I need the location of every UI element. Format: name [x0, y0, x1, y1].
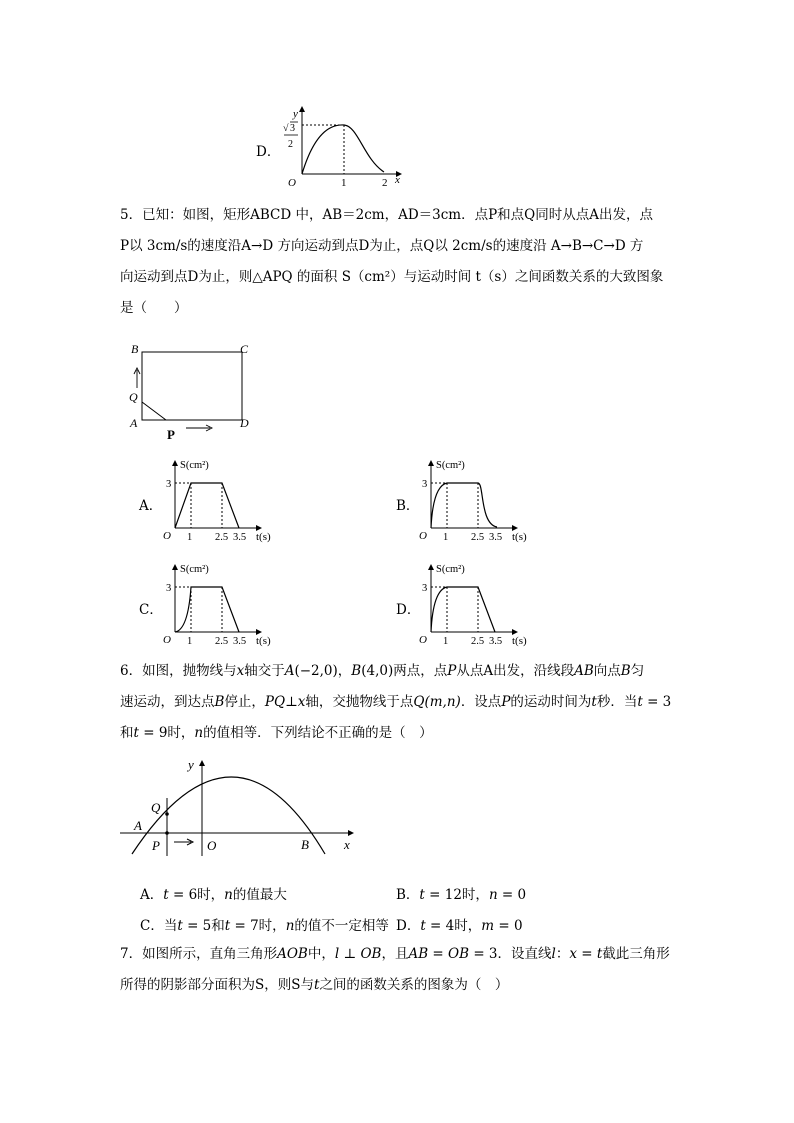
q5-option-b-graph[interactable] — [414, 456, 534, 548]
dash-lines — [431, 587, 478, 632]
q5-line-3: 向运动到点D为止，则△APQ 的面积 S（cm²）与运动时间 t（s）之间函数关系的大致图象 — [120, 269, 664, 285]
y-label: S(cm²) — [436, 460, 465, 471]
origin-label: O — [419, 634, 427, 646]
dash-lines — [431, 483, 478, 528]
q6-text — [120, 656, 676, 749]
x-axis-arrow — [348, 830, 354, 836]
q5-line-1: 5．已知：如图，矩形ABCD 中，AB＝2cm，AD＝3cm．点P和点Q同时从点A出发，点 — [120, 207, 653, 223]
x-tick-3-5: 3.5 — [233, 636, 247, 647]
q7-line-2: 所得的阴影部分面积为S，则S与t之间的函数关系的图象为（ ） — [120, 977, 509, 993]
label-b: B — [301, 837, 309, 852]
y-axis-arrow — [172, 564, 178, 570]
label-x: x — [344, 837, 350, 852]
y-axis-arrow — [199, 760, 205, 766]
y-tick-3: 3 — [422, 583, 428, 594]
q5-line-4: 是（ ） — [120, 300, 188, 316]
origin-label: O — [288, 177, 296, 189]
point-q — [165, 812, 169, 816]
y-axis-arrow — [299, 106, 305, 112]
label-o: O — [207, 838, 217, 853]
y-axis-arrow — [428, 460, 434, 466]
label-y: y — [188, 757, 194, 772]
q5-option-d-graph[interactable] — [414, 560, 534, 652]
q4-option-d-label[interactable]: D． — [256, 144, 281, 160]
x-label: t(s) — [256, 635, 271, 647]
dash-lines — [175, 587, 222, 632]
q5-option-c-graph[interactable] — [158, 560, 278, 652]
label-q: Q — [151, 800, 161, 815]
sqrt-num: 3 — [290, 123, 295, 134]
origin-label: O — [163, 634, 171, 646]
y-tick-3: 3 — [422, 479, 428, 490]
label-b: B — [131, 342, 139, 356]
q4-graph-d — [278, 104, 406, 190]
y-label: S(cm²) — [436, 564, 465, 575]
label-q: Q — [129, 390, 138, 404]
q5-option-a-graph[interactable] — [158, 456, 278, 548]
q5-option-a-label[interactable]: A． — [139, 498, 163, 514]
x-tick-2-5: 2.5 — [471, 532, 485, 543]
y-tick-3: 3 — [166, 583, 172, 594]
q6-option-b[interactable]: B．t = 12时，n = 0 — [396, 887, 527, 903]
label-a: A — [130, 416, 138, 430]
curve — [302, 125, 384, 174]
q6-parabola-figure — [116, 756, 366, 860]
label-a: A — [134, 818, 142, 833]
x-tick-1: 1 — [443, 636, 449, 647]
q6-line-3: 和t = 9时，n的值相等．下列结论不正确的是（ ） — [120, 725, 433, 741]
y-label: S(cm²) — [180, 564, 209, 575]
x-tick-3-5: 3.5 — [489, 636, 503, 647]
y-tick-3: 3 — [166, 479, 172, 490]
parabola-curve — [132, 777, 325, 854]
x-label: x — [395, 174, 400, 186]
x-label: t(s) — [512, 635, 527, 647]
origin-label: O — [419, 530, 427, 542]
q7-line-1: 7．如图所示，直角三角形AOB中，l ⊥ OB，且AB = OB = 3．设直线l：x = t截此三角形 — [120, 946, 670, 962]
q6-option-a[interactable]: A．t = 6时，n的值最大 — [140, 887, 287, 903]
q5-option-b-label[interactable]: B． — [396, 498, 420, 514]
x-tick-1: 1 — [187, 532, 193, 543]
y-label: y — [293, 108, 298, 120]
x-tick-3-5: 3.5 — [489, 532, 503, 543]
q6-option-d[interactable]: D．t = 4时，m = 0 — [396, 918, 523, 934]
y-axis-arrow — [172, 460, 178, 466]
curve — [431, 587, 495, 632]
label-d: D — [240, 416, 249, 430]
q6-line-2: 速运动，到达点B停止，PQ⊥x轴，交抛物线于点Q(m,n)．设点P的运动时间为t秒．当t = 3 — [120, 694, 672, 710]
x-tick-3-5: 3.5 — [233, 532, 247, 543]
point-p — [165, 831, 169, 835]
origin-label: O — [163, 530, 171, 542]
y-label: S(cm²) — [180, 460, 209, 471]
x-label: t(s) — [512, 531, 527, 543]
sqrt-sign: √ — [283, 123, 289, 134]
x-label: t(s) — [256, 531, 271, 543]
q6-line-1: 6．如图，抛物线与x轴交于A(−2,0)，B(4,0)两点，点P从点A出发，沿线段AB向点B匀 — [120, 663, 645, 679]
segment-pq — [142, 402, 166, 420]
curve — [175, 587, 239, 632]
x-tick-2: 2 — [382, 177, 388, 189]
rectangle-abcd — [142, 352, 242, 420]
curve — [175, 483, 239, 528]
q5-option-d-label[interactable]: D． — [396, 602, 421, 618]
curve — [431, 483, 497, 528]
x-tick-2-5: 2.5 — [471, 636, 485, 647]
y-axis-arrow — [428, 564, 434, 570]
dash-lines — [175, 483, 222, 528]
q5-line-2: P以 3cm/s的速度沿A→D 方向运动到点D为止，点Q以 2cm/s的速度沿 A→B→C→D 方 — [120, 238, 644, 254]
x-tick-1: 1 — [443, 532, 449, 543]
q6-option-c[interactable]: C．当t = 5和t = 7时，n的值不一定相等 — [140, 918, 389, 934]
x-tick-1: 1 — [187, 636, 193, 647]
q5-option-c-label[interactable]: C． — [139, 602, 163, 618]
q5-rectangle-figure — [124, 336, 264, 446]
fraction-den: 2 — [288, 139, 293, 150]
x-tick-2-5: 2.5 — [215, 636, 229, 647]
q5-text — [120, 200, 676, 324]
q7-text — [120, 939, 676, 1001]
label-p: P — [152, 838, 160, 853]
label-c: C — [240, 342, 249, 356]
x-tick-2-5: 2.5 — [215, 532, 229, 543]
x-tick-1: 1 — [341, 177, 347, 189]
label-p: P — [167, 427, 175, 442]
